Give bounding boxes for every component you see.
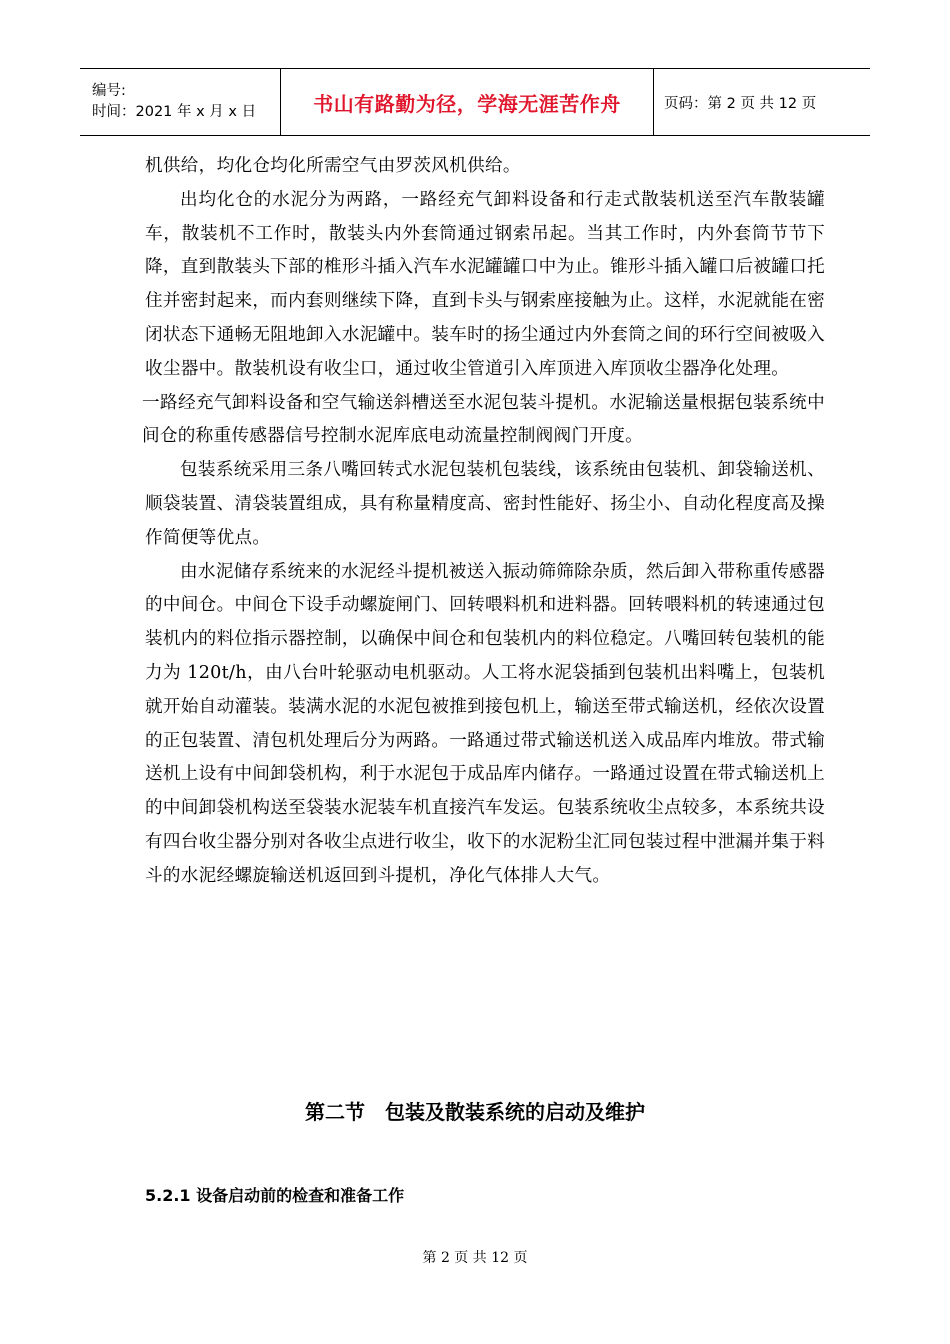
document-header	[80, 68, 870, 136]
header-meta	[80, 69, 280, 135]
document-number-label: 编号:	[92, 83, 126, 99]
paragraph-1: 机供给，均化仓均化所需空气由罗茨风机供给。	[145, 156, 521, 176]
header-motto: 书山有路勤为径，学海无涯苦作舟	[313, 91, 621, 116]
page-footer: 第 2 页 共 12 页	[422, 1250, 528, 1266]
paragraph-2: 出均化仓的水泥分为两路，一路经充气卸料设备和行走式散装机送至汽车散装罐车，散装机不工作时，散装头内外套筒通过钢索吊起。当其工作时，内外套筒节节下降，直到散装头下部的椎形斗插入汽车水泥罐罐口中为止。锥形斗插入罐口后被罐口托住并密封起来，而内套则继续下降，直到卡头与钢索座接触为止。这样，水泥就能在密闭状态下通畅无阻地卸入水泥罐中。装车时的扬尘通过内外套筒之间的环行空间被吸入收尘器中。散装机设有收尘口，通过收尘管道引入库顶进入库顶收尘器净化处理。	[145, 189, 825, 379]
section-title: 第二节 包装及散装系统的启动及维护	[305, 1100, 645, 1124]
header-motto-cell	[280, 69, 654, 135]
paragraph-3: 一路经充气卸料设备和空气输送斜槽送至水泥包装斗提机。水泥输送量根据包装系统中间仓的称重传感器信号控制水泥库底电动流量控制阀阀门开度。	[142, 392, 825, 447]
paragraph-5: 由水泥储存系统来的水泥经斗提机被送入振动筛筛除杂质，然后卸入带称重传感器的中间仓。中间仓下设手动螺旋闸门、回转喂料机和进料器。回转喂料机的转速通过包装机内的料位指示器控制，以确保中间仓和包装机内的料位稳定。八嘴回转包装机的能力为 120t/h，由八台叶轮驱动电机驱动。人工将水泥袋插到包装机出料嘴上，包装机就开始自动灌装。装满水泥的水泥包被推到接包机上，输送至带式输送机，经依次设置的正包装置、清包机处理后分为两路。一路通过带式输送机送入成品库内堆放。带式输送机上设有中间卸袋机构，利于水泥包于成品库内储存。一路通过设置在带式输送机上的中间卸袋机构送至袋装水泥装车机直接汽车发运。包装系统收尘点较多，本系统共设有四台收尘器分别对各收尘点进行收尘，收下的水泥粉尘汇同包装过程中泄漏并集于料斗的水泥经螺旋输送机返回到斗提机，净化气体排人大气。	[145, 561, 825, 886]
document-time-label: 时间：2021 年 x 月 x 日	[92, 104, 257, 120]
header-page-cell	[654, 69, 870, 135]
subsection-title: 5.2.1 设备启动前的检查和准备工作	[145, 1186, 405, 1205]
paragraph-4: 包装系统采用三条八嘴回转式水泥包装机包装线，该系统由包装机、卸袋输送机、顺袋装置、清袋装置组成，具有称量精度高、密封性能好、扬尘小、自动化程度高及操作简便等优点。	[145, 460, 825, 548]
header-page-label: 页码：第 2 页 共 12 页	[664, 95, 817, 112]
document-body	[142, 150, 825, 894]
